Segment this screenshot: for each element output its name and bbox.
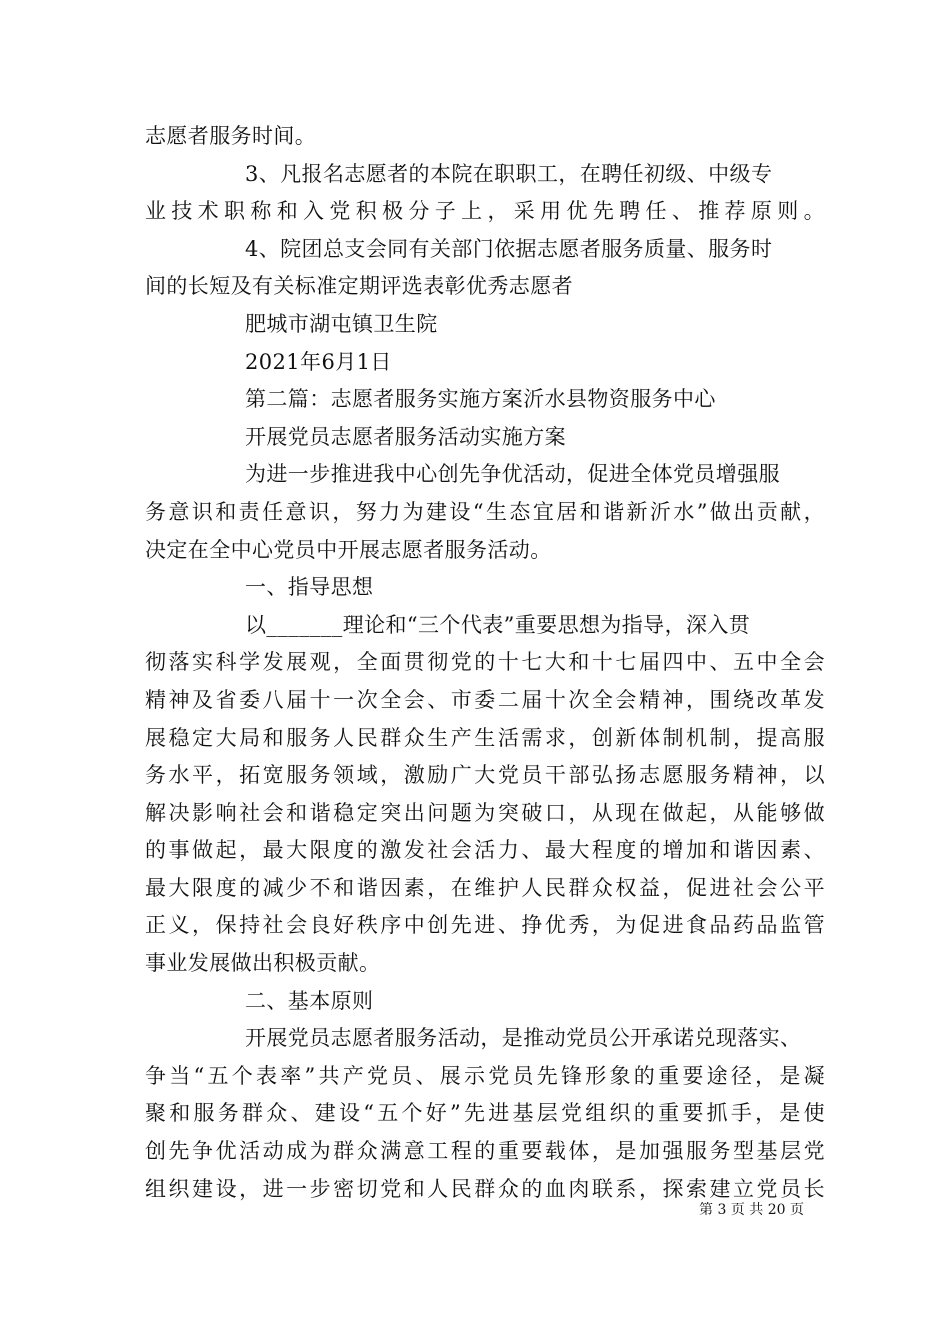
text-line: 决定在全中心党员中开展志愿者服务活动。 (145, 537, 552, 562)
text-line: 以_______理论和“三个代表”重要思想为指导，深入贯 (245, 612, 751, 637)
text-line: 肥城市湖屯镇卫生院 (245, 311, 438, 336)
text-line: 精神及省委八届十一次全会、市委二届十次全会精神，围绕改革发 (145, 687, 825, 712)
text-line: 展稳定大局和服务人民群众生产生活需求，创新体制机制，提高服 (145, 725, 825, 750)
text-line: 解决影响社会和谐稳定突出问题为突破口，从现在做起，从能够做 (145, 800, 825, 825)
text-line: 最大限度的减少不和谐因素，在维护人民群众权益，促进社会公平 (145, 875, 825, 900)
section-heading: 一、指导思想 (245, 575, 374, 600)
page-number: 第 3 页 共 20 页 (699, 1202, 804, 1218)
text-line: 务水平，拓宽服务领域，激励广大党员干部弘扬志愿服务精神，以 (145, 763, 825, 788)
text-line: 彻落实科学发展观，全面贯彻党的十七大和十七届四中、五中全会 (145, 650, 825, 675)
text-line: 创先争优活动成为群众满意工程的重要载体，是加强服务型基层党 (145, 1139, 825, 1164)
text-line: 业技术职称和入党积极分子上，采用优先聘任、推荐原则。 (145, 199, 825, 224)
text-line: 志愿者服务时间。 (145, 124, 317, 148)
text-line: 开展党员志愿者服务活动实施方案 (245, 424, 566, 449)
text-line: 正义，保持社会良好秩序中创先进、挣优秀，为促进食品药品监管 (145, 913, 825, 938)
text-line: 为进一步推进我中心创先争优活动，促进全体党员增强服 (245, 462, 780, 487)
text-line: 4、院团总支会同有关部门依据志愿者服务质量、服务时 (245, 236, 773, 261)
text-line: 聚和服务群众、建设“五个好”先进基层党组织的重要抓手，是使 (145, 1101, 825, 1126)
text-line: 开展党员志愿者服务活动，是推动党员公开承诺兑现落实、 (245, 1026, 802, 1051)
text-line: 事业发展做出积极贡献。 (145, 951, 381, 976)
text-line: 3、凡报名志愿者的本院在职职工，在聘任初级、中级专 (245, 161, 773, 186)
text-line: 务意识和责任意识，努力为建设“生态宜居和谐新沂水”做出贡献， (145, 499, 825, 524)
section-heading: 二、基本原则 (245, 988, 374, 1013)
text-line: 争当“五个表率”共产党员、展示党员先锋形象的重要途径，是凝 (145, 1063, 825, 1088)
text-line: 的事做起，最大限度的激发社会活力、最大程度的增加和谐因素、 (145, 838, 825, 863)
document-body (145, 118, 825, 1208)
text-line: 组织建设，进一步密切党和人民群众的血肉联系，探索建立党员长 (145, 1176, 825, 1201)
text-line: 2021年6月1日 (245, 349, 392, 374)
text-line: 间的长短及有关标准定期评选表彰优秀志愿者 (145, 274, 573, 299)
text-line: 第二篇：志愿者服务实施方案沂水县物资服务中心 (245, 387, 716, 412)
